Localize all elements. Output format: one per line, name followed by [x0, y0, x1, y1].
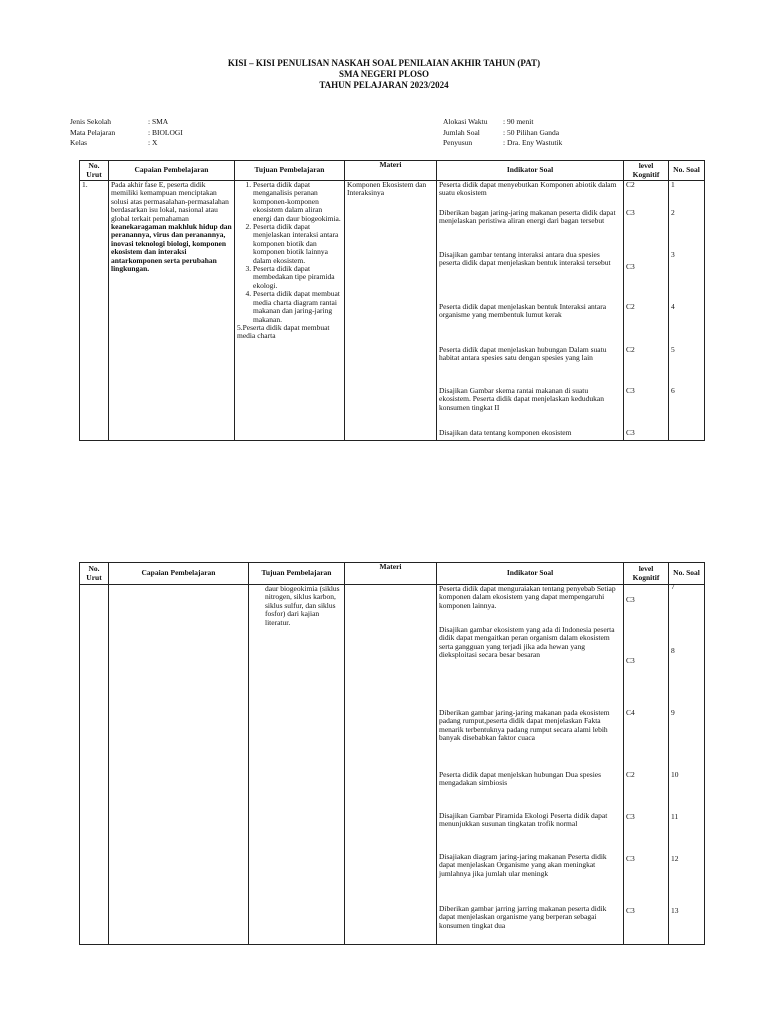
- indikator-cell: [437, 585, 624, 945]
- kisi-table-page-2: [79, 562, 705, 945]
- meta-key: Kelas: [70, 138, 88, 147]
- materi-cell: Komponen Ekosistem dan Interaksinya: [345, 181, 437, 441]
- level-value: C3: [626, 208, 635, 217]
- indikator-item: Disajikan gambar tentang interaksi antara dua spesies peserta didik dapat menjelaskan bentuk interaksi tersebut: [439, 250, 611, 268]
- meta-value: : 50 Pilihan Ganda: [503, 127, 560, 137]
- header-no-soal: No. Soal: [669, 161, 705, 181]
- no-soal-value: 7: [671, 582, 675, 591]
- indikator-item: Diberikan gambar jarring jarring makanan peserta didik dapat menjelaskan organisme yang berperan sebagai konsumen tingkat dua: [439, 904, 607, 930]
- level-value: C4: [626, 708, 635, 717]
- meta-key: Jenis Sekolah: [70, 117, 112, 126]
- no-soal-value: 13: [671, 906, 679, 915]
- level-value: C3: [626, 812, 635, 821]
- no-soal-value: 5: [671, 345, 675, 354]
- indikator-item: Diberikan bagan jaring-jaring makanan peserta didik dapat menjelaskan peristiwa aliran energi dari bagan tersebut: [439, 208, 616, 226]
- no-soal-value: 10: [671, 770, 679, 779]
- level-cell: [624, 585, 669, 945]
- header-no-soal: No. Soal: [669, 563, 705, 585]
- meta-value: : X: [148, 138, 158, 147]
- tujuan-item: 2. Peserta didik dapat menjelaskan interaksi antara komponen biotik dan komponen biotik lainnya dalam ekosistem.: [253, 223, 342, 265]
- no-soal-value: 3: [671, 250, 675, 259]
- header-capaian: Capaian Pembelajaran: [109, 161, 235, 181]
- document-title: KISI – KISI PENULISAN NASKAH SOAL PENILAIAN AKHIR TAHUN (PAT): [227, 58, 541, 68]
- level-value: C3: [626, 656, 635, 665]
- indikator-item: Peserta didik dapat menyebutkan Komponen abiotik dalam suatu ekosistem: [439, 180, 617, 198]
- meta-key: Alokasi Waktu: [443, 117, 488, 126]
- header-indikator: Indikator Soal: [437, 161, 624, 181]
- meta-left: [70, 117, 270, 151]
- header-level: level Kognitif: [624, 161, 669, 181]
- header-materi: Materi: [345, 563, 437, 585]
- header-tujuan: Tujuan Pembelajaran: [249, 563, 345, 585]
- tujuan-item-5: 5.Peserta didik dapat membuat media charta: [237, 322, 330, 341]
- no-soal-cell: [669, 181, 705, 441]
- meta-key: Penyusun: [443, 138, 473, 147]
- level-value: C2: [626, 302, 635, 311]
- indikator-item: Diberikan gambar jaring-jaring makanan pada ekosistem padang rumput,peserta didik dapat menjelaskan Fakta menarik terbentuknya padang rumput secara alami lebih banyak disebabkan faktor cuaca: [439, 708, 610, 743]
- meta-right: [443, 117, 643, 151]
- meta-value: : BIOLOGI: [148, 127, 183, 137]
- capaian-text: Pada akhir fase E, peserta didik memiliki kemampuan menciptakan solusi atas permasalahan-permasalahan berdasarkan isu lokal, nasional atau global terkait pemahaman: [111, 180, 229, 223]
- level-value: C3: [626, 262, 635, 271]
- tujuan-continuation: daur biogeokimia (siklus nitrogen, siklus karbon, siklus sulfur, dan siklus fosfor) dari kajian literatur.: [265, 584, 340, 627]
- table-header-row: [80, 563, 705, 585]
- indikator-item: Disajikan Gambar skema rantai makanan di suatu ekosistem. Peserta didik dapat menjelaskan kedudukan konsumen tingkat II: [439, 386, 604, 412]
- school-name: SMA NEGERI PLOSO: [338, 69, 430, 79]
- level-value: C3: [626, 906, 635, 915]
- level-value: C2: [626, 180, 635, 189]
- indikator-cell: [437, 181, 624, 441]
- level-value: C3: [626, 595, 635, 604]
- indikator-item: Peserta didik dapat menjelaskan bentuk Interaksi antara organisme yang membentuk lumut kerak: [439, 302, 607, 320]
- no-soal-cell: [669, 582, 705, 945]
- meta-value: : Dra. Eny Wastutik: [503, 138, 563, 147]
- meta-key: Mata Pelajaran: [70, 127, 116, 137]
- capaian-cell: [109, 181, 235, 441]
- no-urut-cell: 1.: [80, 181, 109, 441]
- level-value: C3: [626, 386, 635, 395]
- capaian-bold-text: keanekaragaman makhluk hidup dan peranannya, virus dan peranannya, inovasi teknologi biologi, komponen ekosistem dan interaksi antarkomponen serta perubahan lingkungan.: [111, 222, 232, 274]
- kisi-table-page-1: [79, 160, 705, 441]
- indikator-item: Disajikan Gambar Piramida Ekologi Peserta didik dapat menunjukkan susunan tingkatan trofik normal: [439, 811, 608, 829]
- table-row: [80, 181, 705, 441]
- level-value: C2: [626, 770, 635, 779]
- tujuan-item: 4. Peserta didik dapat membuat media charta diagram rantai makanan dan jaring-jaring makanan.: [253, 290, 342, 324]
- indikator-item: Disajikan data tentang komponen ekosistem: [439, 428, 572, 437]
- tujuan-cell: [235, 181, 345, 441]
- no-urut-cell: [80, 585, 109, 945]
- level-cell: [624, 181, 669, 441]
- indikator-item: Disajikan gambar ekosistem yang ada di Indonesia peserta didik dapat mengaitkan peran organism dalam ekosistem serta gangguan yang terjadi jika ada hewan yang dieksploitasi secara besar besaran: [439, 625, 615, 660]
- header-materi: Materi: [345, 161, 437, 181]
- table-row: [80, 585, 705, 945]
- indikator-item: Peserta didik dapat menjelskan hubungan Dua spesies mengadakan simbiosis: [439, 770, 602, 788]
- level-value: C2: [626, 345, 635, 354]
- no-soal-value: 8: [671, 646, 675, 655]
- materi-cell: [345, 585, 437, 945]
- header-no-urut: No. Urut: [80, 161, 109, 181]
- header-no-urut: No. Urut: [80, 563, 109, 585]
- indikator-item: Peserta didik dapat menjelaskan hubungan Dalam suatu habitat antara spesies satu dengan spesies yang lain: [439, 345, 607, 363]
- no-soal-value: 2: [671, 208, 675, 217]
- tujuan-cell: [249, 585, 345, 945]
- table-header-row: [80, 161, 705, 181]
- no-soal-value: 1: [671, 180, 675, 189]
- no-soal-value: 11: [671, 812, 679, 821]
- tujuan-item: 1. Peserta didik dapat menganalisis peranan komponen-komponen ekosistem dalam aliran energi dan daur biogeokimia.: [253, 181, 342, 223]
- tujuan-item: 3. Peserta didik dapat membedakan tipe piramida ekologi.: [253, 265, 342, 290]
- header-level: level Kognitif: [624, 563, 669, 585]
- no-soal-value: 9: [671, 708, 675, 717]
- no-soal-value: 6: [671, 386, 675, 395]
- no-soal-value: 4: [671, 302, 675, 311]
- tujuan-list: [237, 181, 342, 324]
- indikator-item: Peserta didik dapat menguraiakan tentang penyebab Setiap komponen dalam ekosistem yang dapat mempengaruhi komponen lainnya.: [439, 584, 616, 610]
- header-indikator: Indikator Soal: [437, 563, 624, 585]
- meta-value: : SMA: [148, 117, 169, 126]
- no-soal-value: 12: [671, 854, 679, 863]
- level-value: C3: [626, 854, 635, 863]
- header-tujuan: Tujuan Pembelajaran: [235, 161, 345, 181]
- capaian-cell: [109, 585, 249, 945]
- header-capaian: Capaian Pembelajaran: [109, 563, 249, 585]
- academic-year: TAHUN PELAJARAN 2023/2024: [319, 80, 449, 90]
- meta-key: Jumlah Soal: [443, 127, 480, 137]
- indikator-item: Disajiakan diagram jaring-jaring makanan Peserta didik dapat menjelaskan Organisme yang akan meningkat jumlahnya jika jumlah ular meningk: [439, 852, 607, 878]
- level-value: C3: [626, 428, 635, 437]
- meta-value: : 90 menit: [503, 117, 534, 126]
